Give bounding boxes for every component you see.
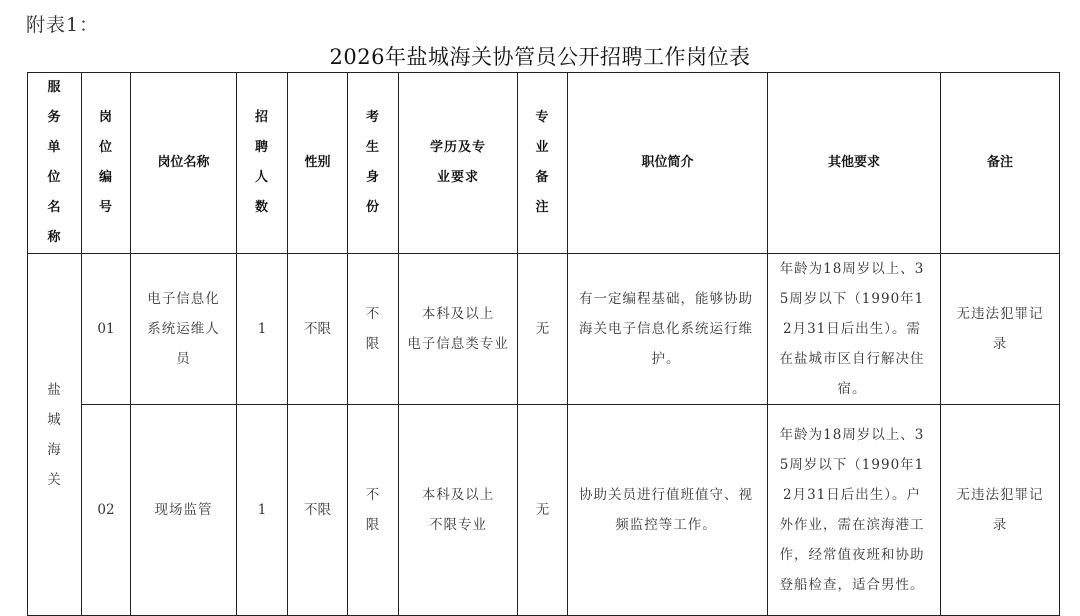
- header-intro: 职位简介: [568, 73, 768, 254]
- header-identity: 考生身份: [348, 73, 399, 254]
- education-major: 电子信息类专业: [407, 336, 509, 352]
- identity-cell: 不限: [348, 405, 399, 616]
- header-note: 备注: [941, 73, 1060, 254]
- post-id-cell: 02: [82, 405, 131, 616]
- header-post-id: 岗位编号: [82, 73, 131, 254]
- table-row: [28, 405, 1060, 616]
- post-id-cell: 01: [82, 254, 131, 405]
- gender-cell: 不限: [288, 254, 348, 405]
- header-post-name: 岗位名称: [131, 73, 237, 254]
- post-name-cell: 电子信息化系统运维人员: [131, 254, 237, 405]
- education-cell: [399, 254, 518, 405]
- header-other: 其他要求: [768, 73, 941, 254]
- header-count: 招聘人数: [237, 73, 288, 254]
- post-name-cell: 现场监管: [131, 405, 237, 616]
- header-row: [28, 73, 1060, 254]
- intro-cell: 协助关员进行值班值守、视频监控等工作。: [568, 405, 768, 616]
- other-cell: 年龄为18周岁以上、35周岁以下（1990年12月31日后出生）。户外作业，需在滨海港工作，经常值夜班和协助登船检查，适合男性。: [768, 405, 941, 616]
- header-unit: 服务单位名称: [28, 73, 82, 254]
- gender-cell: 不限: [288, 405, 348, 616]
- header-major-note: 专业备注: [518, 73, 568, 254]
- note-cell: 无违法犯罪记录: [941, 254, 1060, 405]
- header-gender: 性别: [288, 73, 348, 254]
- major-note-cell: 无: [518, 405, 568, 616]
- other-cell: 年龄为18周岁以上、35周岁以下（1990年12月31日后出生）。需在盐城市区自行解决住宿。: [768, 254, 941, 405]
- count-cell: 1: [237, 254, 288, 405]
- education-cell: [399, 405, 518, 616]
- header-education: 学历及专业要求: [399, 73, 518, 254]
- appendix-label: 附表1：: [26, 14, 100, 36]
- identity-cell: 不限: [348, 254, 399, 405]
- count-cell: 1: [237, 405, 288, 616]
- education-level: 本科及以上: [421, 487, 495, 503]
- intro-cell: 有一定编程基础，能够协助海关电子信息化系统运行维护。: [568, 254, 768, 405]
- note-cell: 无违法犯罪记录: [941, 405, 1060, 616]
- unit-cell: 盐城海关: [28, 254, 82, 616]
- education-major: 不限专业: [429, 517, 487, 533]
- major-note-cell: 无: [518, 254, 568, 405]
- page-title: 2026年盐城海关协管员公开招聘工作岗位表: [329, 45, 751, 69]
- education-level: 本科及以上: [421, 306, 495, 322]
- table-row: [28, 254, 1060, 405]
- recruitment-table: [27, 72, 1060, 616]
